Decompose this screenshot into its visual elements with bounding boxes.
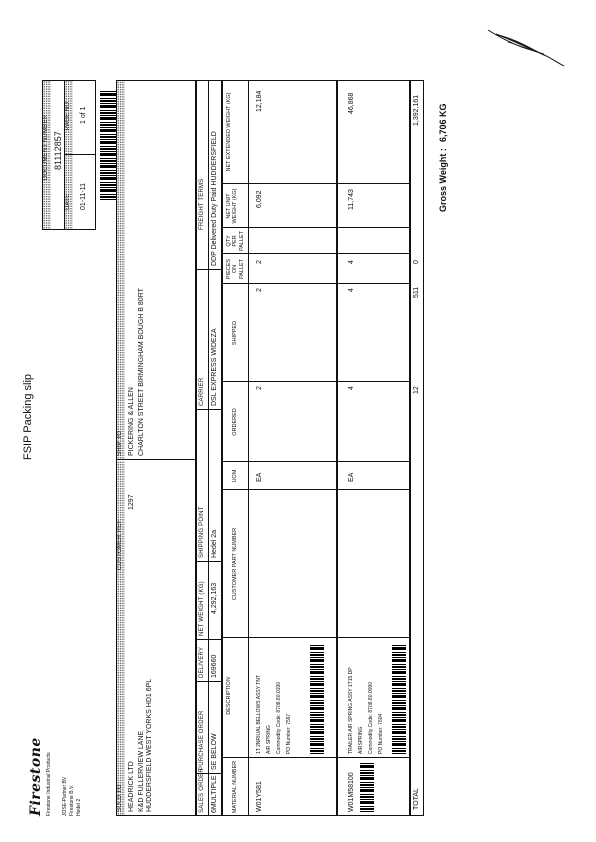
- row1-desc-1: 1T 2NRIUAL BELLOWS ASSY TNT: [256, 674, 262, 754]
- total-ordered: 12: [413, 386, 420, 394]
- th-net-unit-weight: NET UNIT WEIGHT (KG): [226, 188, 239, 224]
- ship-to-label: SHIP TO: [117, 430, 123, 456]
- purchase-order-value: SE BELOW: [211, 733, 218, 770]
- row1-desc-3: Commodity Code: 8708.80.0190: [276, 682, 282, 754]
- sales-order-value: 6MULTIPLE: [211, 775, 218, 813]
- date-value: 01-11-11: [80, 183, 87, 210]
- sold-to-line-3: HUDDERSFIELD WEST YORKS HD1 6PL: [146, 678, 153, 812]
- row2-uom: EA: [348, 472, 355, 482]
- row1-material: W01Y581: [256, 781, 263, 812]
- page-title: FSIP Packing slip: [22, 373, 34, 460]
- page-value: 1 of 1: [80, 106, 87, 124]
- row2-shipped: 4: [348, 288, 355, 292]
- row2-ordered: 4: [348, 386, 355, 390]
- sold-to-line-1: HEADRICK LTD: [128, 761, 135, 812]
- page-label: PAGE NO.: [65, 99, 71, 130]
- th-qty-per-pallet: QTY PER PALLET: [226, 230, 245, 252]
- total-shipped: 511: [413, 286, 420, 298]
- col-div-uom: [222, 461, 410, 462]
- th-customer-part: CUSTOMER PART NUMBER: [232, 527, 238, 601]
- company-address-3: Hedel 2: [76, 798, 82, 816]
- col-div-shipped: [222, 283, 410, 284]
- carrier-value: DSL EXPRESS WIDEZA: [211, 328, 218, 406]
- row2-unit-weight: 11,743: [348, 189, 355, 210]
- total-label: TOTAL: [413, 788, 420, 810]
- row1-desc-2: AIR SPRING: [266, 725, 272, 754]
- row2-material-barcode: [360, 762, 374, 812]
- address-divider: [116, 459, 196, 460]
- ship-to-shade: [117, 81, 125, 459]
- company-address-1: JOSE-Partner BV: [62, 776, 68, 816]
- col-div-material: [222, 757, 410, 758]
- doc-number: 81112857: [53, 131, 63, 170]
- row1-ordered: 2: [256, 386, 263, 390]
- row2-barcode: [392, 644, 406, 754]
- th-uom: UOM: [232, 469, 238, 483]
- order-row-divider: [208, 80, 209, 816]
- th-net-ext-weight: NET EXTENDED WEIGHT (KG): [226, 92, 232, 172]
- row2-desc-4: PO Number: 7604: [378, 713, 384, 754]
- carrier-label: CARRIER: [199, 377, 205, 406]
- customer-ref-label: CUSTOMER REF: [117, 519, 123, 570]
- header-divider-2: [64, 154, 96, 155]
- total-pallets: 0: [413, 260, 420, 264]
- th-pieces: PIECES ON PALLET: [226, 258, 245, 280]
- shipping-point-value: Hedel 2a: [211, 529, 218, 558]
- row2-pieces: 4: [348, 260, 355, 264]
- col-div-description: [222, 637, 410, 638]
- row1-uom: EA: [256, 472, 263, 482]
- freight-terms-value: DDP Delivered Duty Paid HUDDERSFIELD: [211, 131, 218, 266]
- sales-order-label: SALES ORDER: [199, 768, 205, 813]
- shipping-point-label: SHIPPING POINT: [199, 506, 205, 558]
- ship-to-line-1: PICKERING & ALLEN: [128, 387, 135, 456]
- sold-to-label: SOLD TO: [117, 784, 123, 812]
- th-shipped: SHIPPED: [232, 320, 238, 346]
- col-div-unitweight: [222, 183, 410, 184]
- col-div-ordered: [222, 381, 410, 382]
- signature-mark: [486, 20, 566, 70]
- row1-shipped: 2: [256, 288, 263, 292]
- items-header-divider: [248, 80, 249, 816]
- delivery-label: DELIVERY: [199, 646, 205, 678]
- company-address-2: Firestone B.V.: [69, 784, 75, 816]
- company-logo: Firestone: [28, 737, 44, 816]
- ship-to-line-2: CHARLTON STREET BIRMINGHAM BOUGH B 80RT: [138, 288, 145, 456]
- purchase-order-label: PURCHASE ORDER: [199, 710, 205, 770]
- packing-slip-document: [20, 60, 480, 830]
- delivery-value: 169660: [211, 654, 218, 678]
- th-ordered: ORDERED: [232, 408, 238, 436]
- row1-unit-weight: 6,092: [256, 190, 263, 208]
- row2-ext-weight: 46,868: [348, 92, 355, 114]
- total-net-weight: 1,392,161: [413, 94, 420, 126]
- net-weight-value: 4,292,163: [211, 582, 218, 614]
- row2-desc-2: AIRSPRING: [358, 726, 364, 754]
- row1-ext-weight: 12,184: [256, 90, 263, 112]
- items-row-divider: [336, 80, 338, 816]
- row1-pieces: 2: [256, 260, 263, 264]
- company-subtitle: Firestone Industrial Products: [46, 752, 52, 816]
- order-col-div-4: [196, 561, 222, 562]
- customer-ref-value: 1297: [128, 494, 135, 510]
- net-weight-label: NET WEIGHT (KG): [199, 581, 205, 636]
- doc-number-label: DOCUMENT NUMBER: [43, 114, 49, 180]
- order-col-div-3: [196, 639, 222, 640]
- freight-terms-label: FREIGHT TERMS: [199, 178, 205, 230]
- gross-weight-label: Gross Weight :: [438, 148, 448, 212]
- row2-desc-3: Commodity Code: 8708.80.0090: [368, 682, 374, 754]
- order-col-div-6: [196, 269, 222, 270]
- totals-row: [410, 80, 424, 816]
- col-div-qtypallet: [222, 227, 410, 228]
- row1-desc-4: PO Number: 7597: [286, 713, 292, 754]
- col-div-custpart: [222, 489, 410, 490]
- row1-barcode: [310, 644, 324, 754]
- order-col-div-5: [196, 409, 222, 410]
- header-barcode: [100, 90, 116, 200]
- date-label: DATE: [65, 193, 71, 210]
- sold-to-line-2: K&D FULLERVIEW LANE: [138, 730, 145, 812]
- gross-weight-value: 6,706 KG: [438, 103, 448, 142]
- th-description: DESCRIPTION: [226, 677, 232, 715]
- th-material: MATERIAL NUMBER: [232, 760, 238, 814]
- col-div-pieces: [222, 253, 410, 254]
- sold-to-shade: [117, 461, 125, 815]
- order-col-div-2: [196, 681, 222, 682]
- row2-material: W01M58100: [348, 772, 355, 812]
- row2-desc-1: TRAILER AIR SPRING ASSY 1T15 DP: [348, 667, 354, 754]
